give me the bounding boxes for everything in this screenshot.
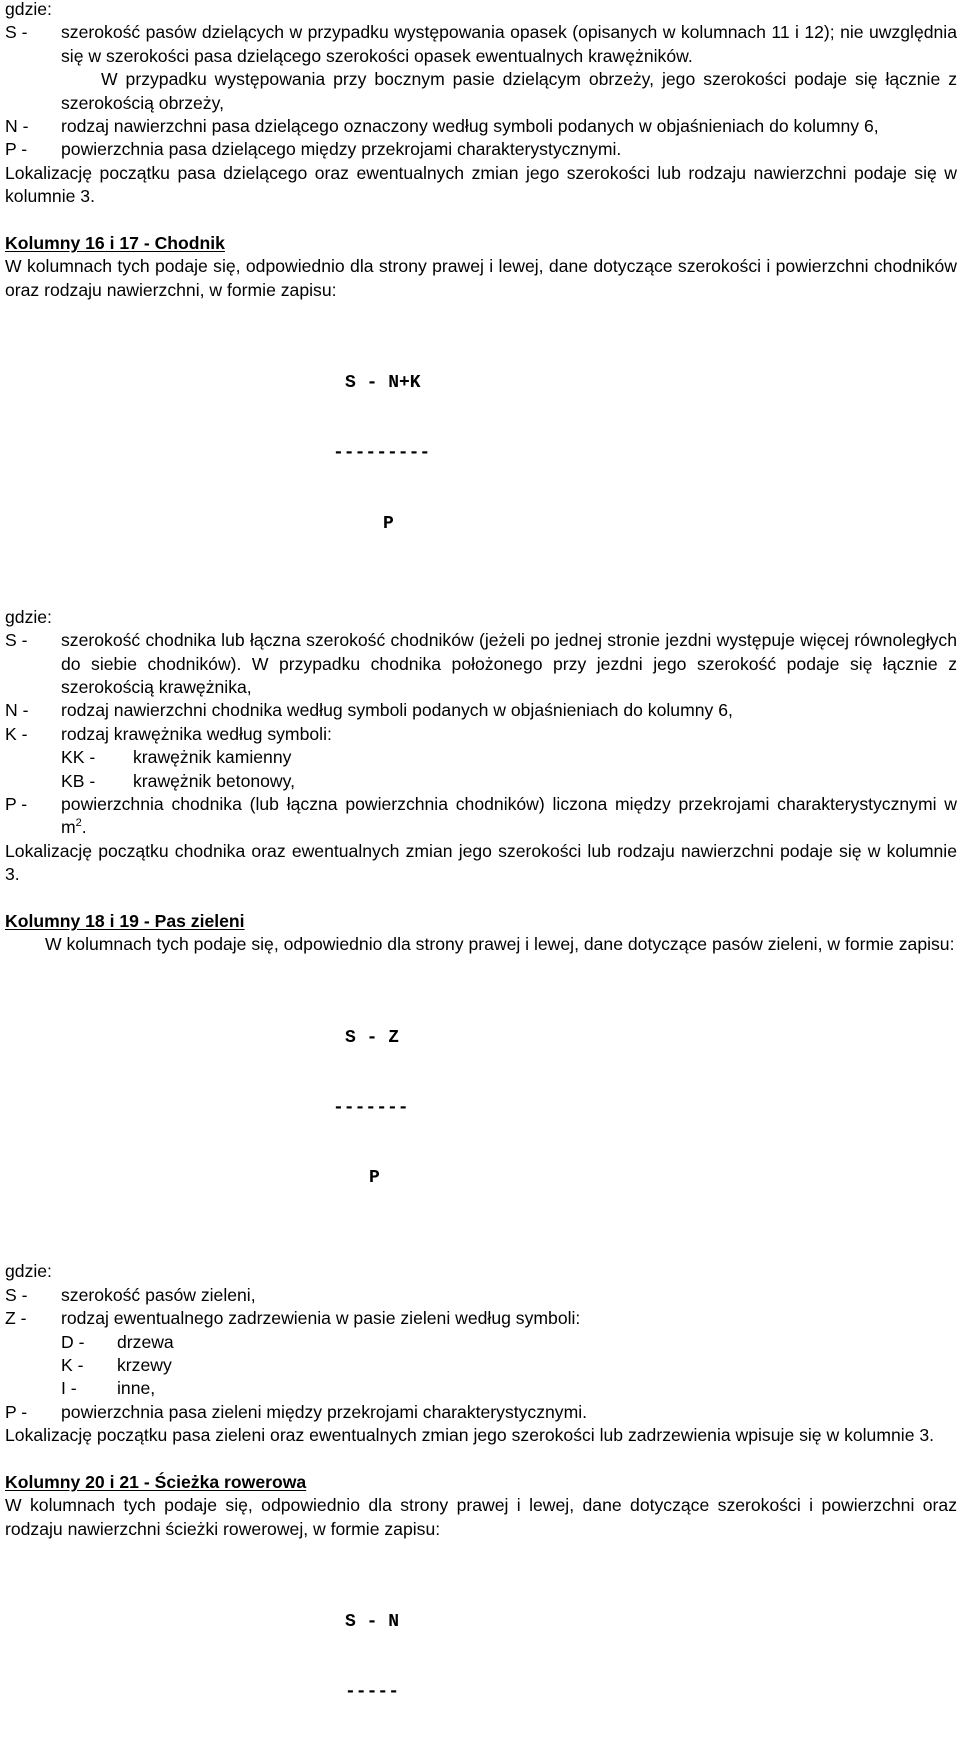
definition-key: Z - (5, 1308, 27, 1329)
formula-numerator: S - Z (345, 1027, 400, 1048)
section-intro: W kolumnach tych podaje się, odpowiednio dla strony prawej i lewej, dane dotyczące szerokości i powierzchni oraz rodzaju nawierzchni ścieżki rowerowej, w formie zapisu: (5, 1495, 957, 1539)
definition-text: rodzaj ewentualnego zadrzewienia w pasie zieleni według symboli: (61, 1308, 581, 1329)
formula-numerator: S - N+K (345, 373, 421, 394)
symbol-key: D - (61, 1331, 85, 1352)
formula-denominator: P (383, 513, 394, 534)
symbol-text: krzewy (117, 1354, 172, 1375)
formula-numerator: S - N (345, 1611, 400, 1632)
section-intro: W kolumnach tych podaje się, odpowiednio dla strony prawej i lewej, dane dotyczące szerokości i powierzchni chodników oraz rodzaju nawierzchni, w formie zapisu: (5, 256, 957, 300)
superscript: 2 (75, 817, 82, 830)
definition-text: szerokość pasów zieleni, (61, 1284, 256, 1305)
gdzie-label: gdzie: (5, 0, 52, 19)
definition-key: P - (5, 139, 28, 160)
definition-key: P - (5, 793, 28, 814)
pas-dzielacy-continuation (5, 0, 957, 209)
gdzie-label: gdzie: (5, 1261, 52, 1282)
symbol-text: drzewa (117, 1331, 174, 1352)
chodnik-section (5, 232, 957, 887)
definition-n (5, 115, 957, 138)
location-note: Lokalizację początku chodnika oraz ewentualnych zmian jego szerokości lub rodzaju nawierzchni podaje się w kolumnie 3. (5, 840, 957, 885)
definition-text: powierzchnia chodnika (lub łączna powierzchnia chodników) liczona między przekrojami charakterystycznymi w m (61, 793, 957, 838)
definition-key: S - (5, 630, 28, 651)
section-heading: Kolumny 20 i 21 - Ścieżka rowerowa (5, 1471, 307, 1492)
location-note: Lokalizację początku pasa zieleni oraz ewentualnych zmian jego szerokości lub zadrzewienia wpisuje się w kolumnie 3. (5, 1425, 935, 1446)
definition-key: S - (5, 22, 28, 43)
definition-p (5, 793, 957, 840)
definition-text: powierzchnia pasa zieleni między przekrojami charakterystycznymi. (61, 1401, 588, 1422)
definition-key: N - (5, 700, 29, 721)
symbol-text: krawężnik kamienny (133, 747, 292, 768)
definition-text: W przypadku występowania przy bocznym pasie dzielącym obrzeży, jego szerokości podaje się łącznie z szerokością obrzeży, (61, 69, 957, 113)
formula-block (5, 1564, 957, 1751)
definition-end: . (81, 817, 87, 838)
definition-key: N - (5, 116, 29, 137)
definition-p (5, 138, 957, 161)
definition-z (5, 1307, 957, 1330)
formula-block (5, 980, 957, 1237)
definition-text: szerokość chodnika lub łączna szerokość chodników (jeżeli po jednej stronie jezdni występuje więcej równoległych do siebie chodników). W przypadku chodnika położonego przy jezdni jego szerokość podaje się łącznie z szerokością krawężnika, (61, 630, 957, 697)
formula-line: --------- (333, 443, 431, 464)
definition-s (5, 629, 957, 699)
definition-s (5, 1284, 957, 1307)
definition-text: powierzchnia pasa dzielącego między przekrojami charakterystycznymi. (61, 139, 622, 160)
symbol-k (5, 1354, 957, 1377)
gdzie-label: gdzie: (5, 606, 52, 627)
section-heading: Kolumny 16 i 17 - Chodnik (5, 233, 225, 254)
symbol-d (5, 1331, 957, 1354)
section-heading: Kolumny 18 i 19 - Pas zieleni (5, 911, 245, 931)
formula-block (5, 325, 957, 582)
definition-key: P - (5, 1401, 28, 1422)
section-intro: W kolumnach tych podaje się, odpowiednio dla strony prawej i lewej, dane dotyczące pasów zieleni, w formie zapisu: (45, 934, 955, 955)
definition-text: rodzaj nawierzchni chodnika według symboli podanych w objaśnieniach do kolumny 6, (61, 700, 733, 721)
definition-n (5, 699, 957, 722)
definition-s (5, 21, 957, 115)
symbol-kb (5, 770, 957, 793)
location-note: Lokalizację początku pasa dzielącego oraz ewentualnych zmian jego szerokości lub rodzaju nawierzchni podaje się w kolumnie 3. (5, 162, 957, 207)
definition-text: szerokość pasów dzielących w przypadku występowania opasek (opisanych w kolumnach 11 i 12); nie uwzględnia się w szerokości pasa dzielącego szerokości opasek ewentualnych krawężników. (61, 22, 957, 66)
definition-key: K - (5, 723, 28, 744)
symbol-text: krawężnik betonowy, (133, 770, 296, 791)
definition-k (5, 723, 957, 746)
formula-line: ----- (345, 1682, 400, 1703)
symbol-key: I - (61, 1378, 77, 1399)
formula-line: ------- (333, 1097, 409, 1118)
symbol-key: K - (61, 1354, 84, 1375)
definition-p (5, 1401, 957, 1424)
formula-denominator: P (369, 1168, 380, 1189)
definition-key: S - (5, 1284, 28, 1305)
symbol-kk (5, 746, 957, 769)
definition-text: rodzaj nawierzchni pasa dzielącego oznaczony według symboli podanych w objaśnieniach do kolumny 6, (61, 116, 879, 137)
definition-text: rodzaj krawężnika według symboli: (61, 723, 332, 744)
document-page (5, 0, 957, 1751)
symbol-key: KB - (61, 770, 96, 791)
symbol-i (5, 1377, 957, 1400)
symbol-key: KK - (61, 747, 96, 768)
pas-zieleni-section (5, 910, 957, 1448)
sciezka-rowerowa-section (5, 1471, 957, 1751)
symbol-text: inne, (117, 1378, 156, 1399)
